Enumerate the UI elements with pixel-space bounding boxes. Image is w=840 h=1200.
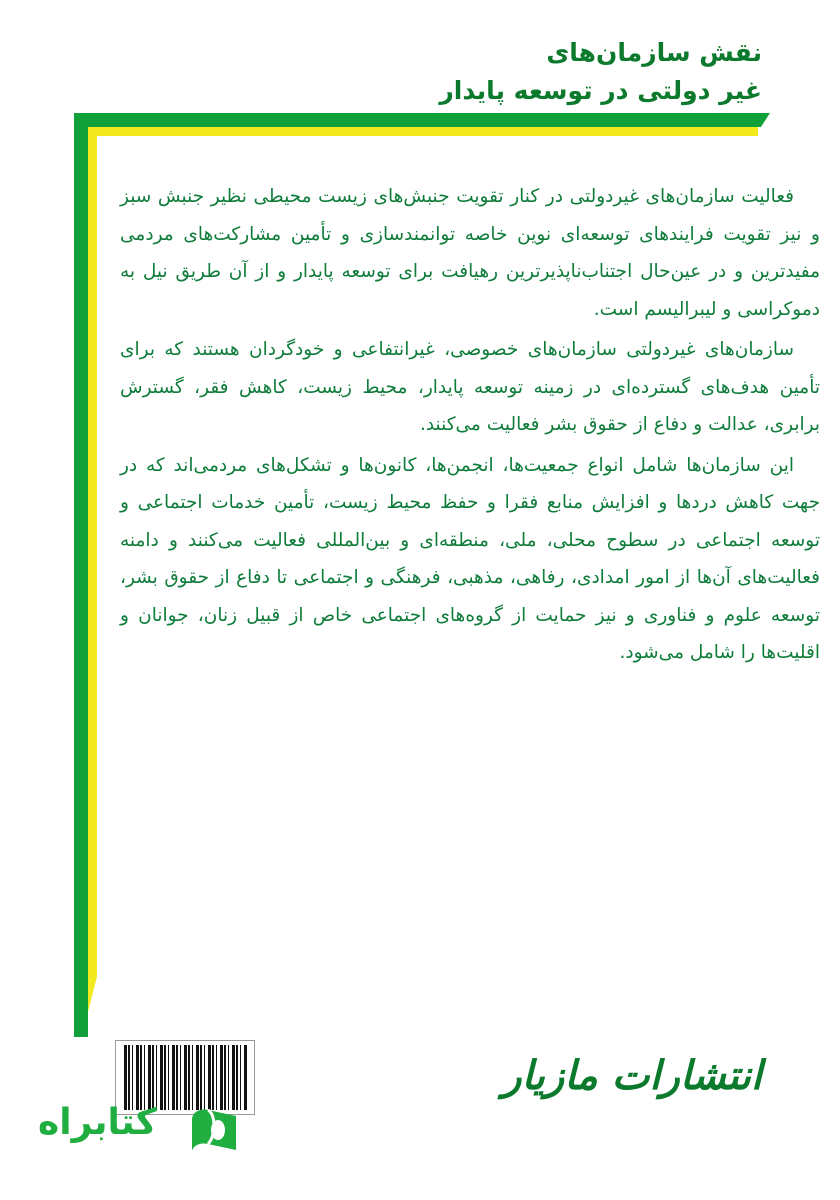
publisher-name: انتشارات مازیار bbox=[502, 1052, 762, 1099]
body-text bbox=[120, 178, 820, 675]
paragraph-1: فعالیت سازمان‌های غیردولتی در کنار تقویت جنبش‌های زیست محیطی نظیر جنبش سبز و نیز تقویت فرایندهای توسعه‌ای نوین خاصه توانمندسازی و تأمین مشارکت‌های مردمی مفیدترین و در عین‌حال اجتناب‌ناپذیرترین رهیافت برای توسعه پایدار و از آن طریق نیل به دموکراسی و لیبرالیسم است. bbox=[120, 186, 820, 320]
title-block bbox=[439, 34, 762, 110]
paragraph-3: این سازمان‌ها شامل انواع جمعیت‌ها، انجمن‌ها، کانون‌ها و تشکل‌های مردمی‌اند که در جهت کاهش دردها و افزایش منابع فقرا و حفظ محیط زیست، تأمین خدمات اجتماعی و توسعه اجتماعی در سطوح محلی، ملی، منطقه‌ای و بین‌المللی فعالیت می‌کنند و دامنه فعالیت‌های آن‌ها از امور امدادی، رفاهی، مذهبی، فرهنگی و اجتماعی تا دفاع از حقوق بشر، توسعه علوم و فناوری و نیز حمایت از گروه‌های اجتماعی خاص از قبیل زنان، جوانان و اقلیت‌ها را شامل می‌شود. bbox=[120, 454, 820, 663]
frame-green-left bbox=[74, 113, 88, 1037]
frame-yellow-top bbox=[88, 127, 758, 136]
book-leaf-icon bbox=[186, 1106, 242, 1156]
title-line-1: نقش سازمان‌های bbox=[546, 38, 762, 67]
logo-text: کتابراه bbox=[38, 1102, 157, 1143]
paragraph-2: سازمان‌های غیردولتی سازمان‌های خصوصی، غیرانتفاعی و خودگردان هستند که برای تأمین هدف‌های گسترده‌ای در زمینه توسعه پایدار، محیط زیست، کاهش فقر، گسترش برابری، عدالت و دفاع از حقوق بشر فعالیت می‌کنند. bbox=[120, 339, 820, 435]
frame-green-top bbox=[74, 113, 770, 127]
ketabrah-logo bbox=[38, 1098, 218, 1162]
frame-yellow-left bbox=[88, 127, 97, 1012]
title-line-2: غیر دولتی در توسعه پایدار bbox=[439, 76, 762, 105]
